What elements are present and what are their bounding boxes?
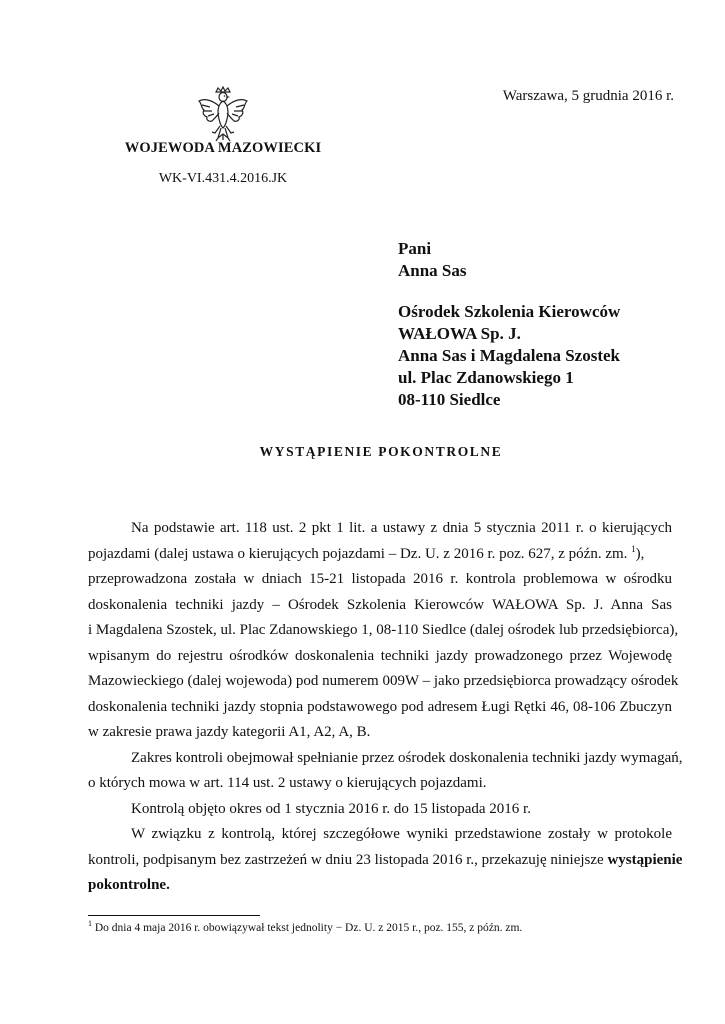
addressee-line: Ośrodek Szkolenia Kierowców [398, 302, 621, 321]
body-line: o których mowa w art. 114 ust. 2 ustawy o kierujących pojazdami. [88, 775, 487, 791]
addressee-line: 08-110 Siedlce [398, 390, 501, 409]
body-line: Zakres kontroli obejmował spełnianie przez ośrodek doskonalenia techniki jazdy wymagań, [131, 749, 683, 766]
addressee-line: WAŁOWA Sp. J. [398, 324, 521, 343]
addressee-block [398, 238, 620, 411]
body-line: W związku z kontrolą, której szczegółowe wyniki przedstawione zostały w protokole [131, 826, 672, 842]
body-line [88, 873, 672, 899]
body-line: w zakresie prawa jazdy kategorii A1, A2, A, B. [88, 724, 371, 740]
body-line: doskonalenia techniki jazdy – Ośrodek Szkolenia Kierowców WAŁOWA Sp. J. Anna Sas [88, 596, 672, 613]
reference-number: WK-VI.431.4.2016.JK [158, 171, 288, 186]
footnote-reference: 1 [631, 543, 636, 554]
addressee-line: ul. Plac Zdanowskiego 1 [398, 368, 574, 387]
body-line: przeprowadzona została w dniach 15-21 listopada 2016 r. kontrola problemowa w ośrodku [88, 571, 672, 587]
emphasis-text: pokontrolne. [88, 877, 170, 893]
document-title: WYSTĄPIENIE POKONTROLNE [259, 444, 503, 459]
body-line: pojazdami (dalej ustawa o kierujących pojazdami – Dz. U. z 2016 r. poz. 627, z późn. zm. $^1$), [88, 543, 645, 562]
polish-eagle-emblem-icon [196, 86, 250, 142]
authority-name: WOJEWODA MAZOWIECKI [124, 140, 322, 156]
letter-date: Warszawa, 5 grudnia 2016 r. [502, 88, 674, 104]
body-line: kontroli, podpisanym bez zastrzeżeń w dniu 23 listopada 2016 r., przekazuję niniejsze wystąpienie [88, 851, 683, 868]
footnote-text: Do dnia 4 maja 2016 r. obowiązywał tekst jednolity − Dz. U. z 2015 r., poz. 155, z późn. zm. [92, 922, 523, 934]
addressee-line: Pani [398, 239, 432, 258]
body-line: Mazowieckiego (dalej wojewoda) pod numerem 009W – jako przedsiębiorca prowadzący ośrodek [88, 673, 679, 689]
body-line: Na podstawie art. 118 ust. 2 pkt 1 lit. a ustawy z dnia 5 stycznia 2011 r. o kierujących [131, 520, 672, 536]
footnote-divider [88, 915, 260, 916]
footnote [88, 919, 523, 934]
footnote-mark: 1 [88, 919, 92, 929]
addressee-line: Anna Sas [398, 261, 467, 280]
addressee-line: Anna Sas i Magdalena Szostek [398, 346, 620, 365]
emphasis-text: wystąpienie [607, 851, 683, 868]
body-line: i Magdalena Szostek, ul. Plac Zdanowskiego 1, 08-110 Siedlce (dalej ośrodek lub przedsiębiorca), [88, 622, 679, 638]
body-line: doskonalenia techniki jazdy stopnia podstawowego pod adresem Ługi Rętki 46, 08-106 Zbuczyn [88, 698, 672, 715]
body-line: Kontrolą objęto okres od 1 stycznia 2016 r. do 15 listopada 2016 r. [131, 800, 531, 817]
letter-body [88, 516, 683, 899]
body-line: wpisanym do rejestru ośrodków doskonalenia techniki jazdy prowadzonego przez Wojewodę [88, 647, 672, 664]
